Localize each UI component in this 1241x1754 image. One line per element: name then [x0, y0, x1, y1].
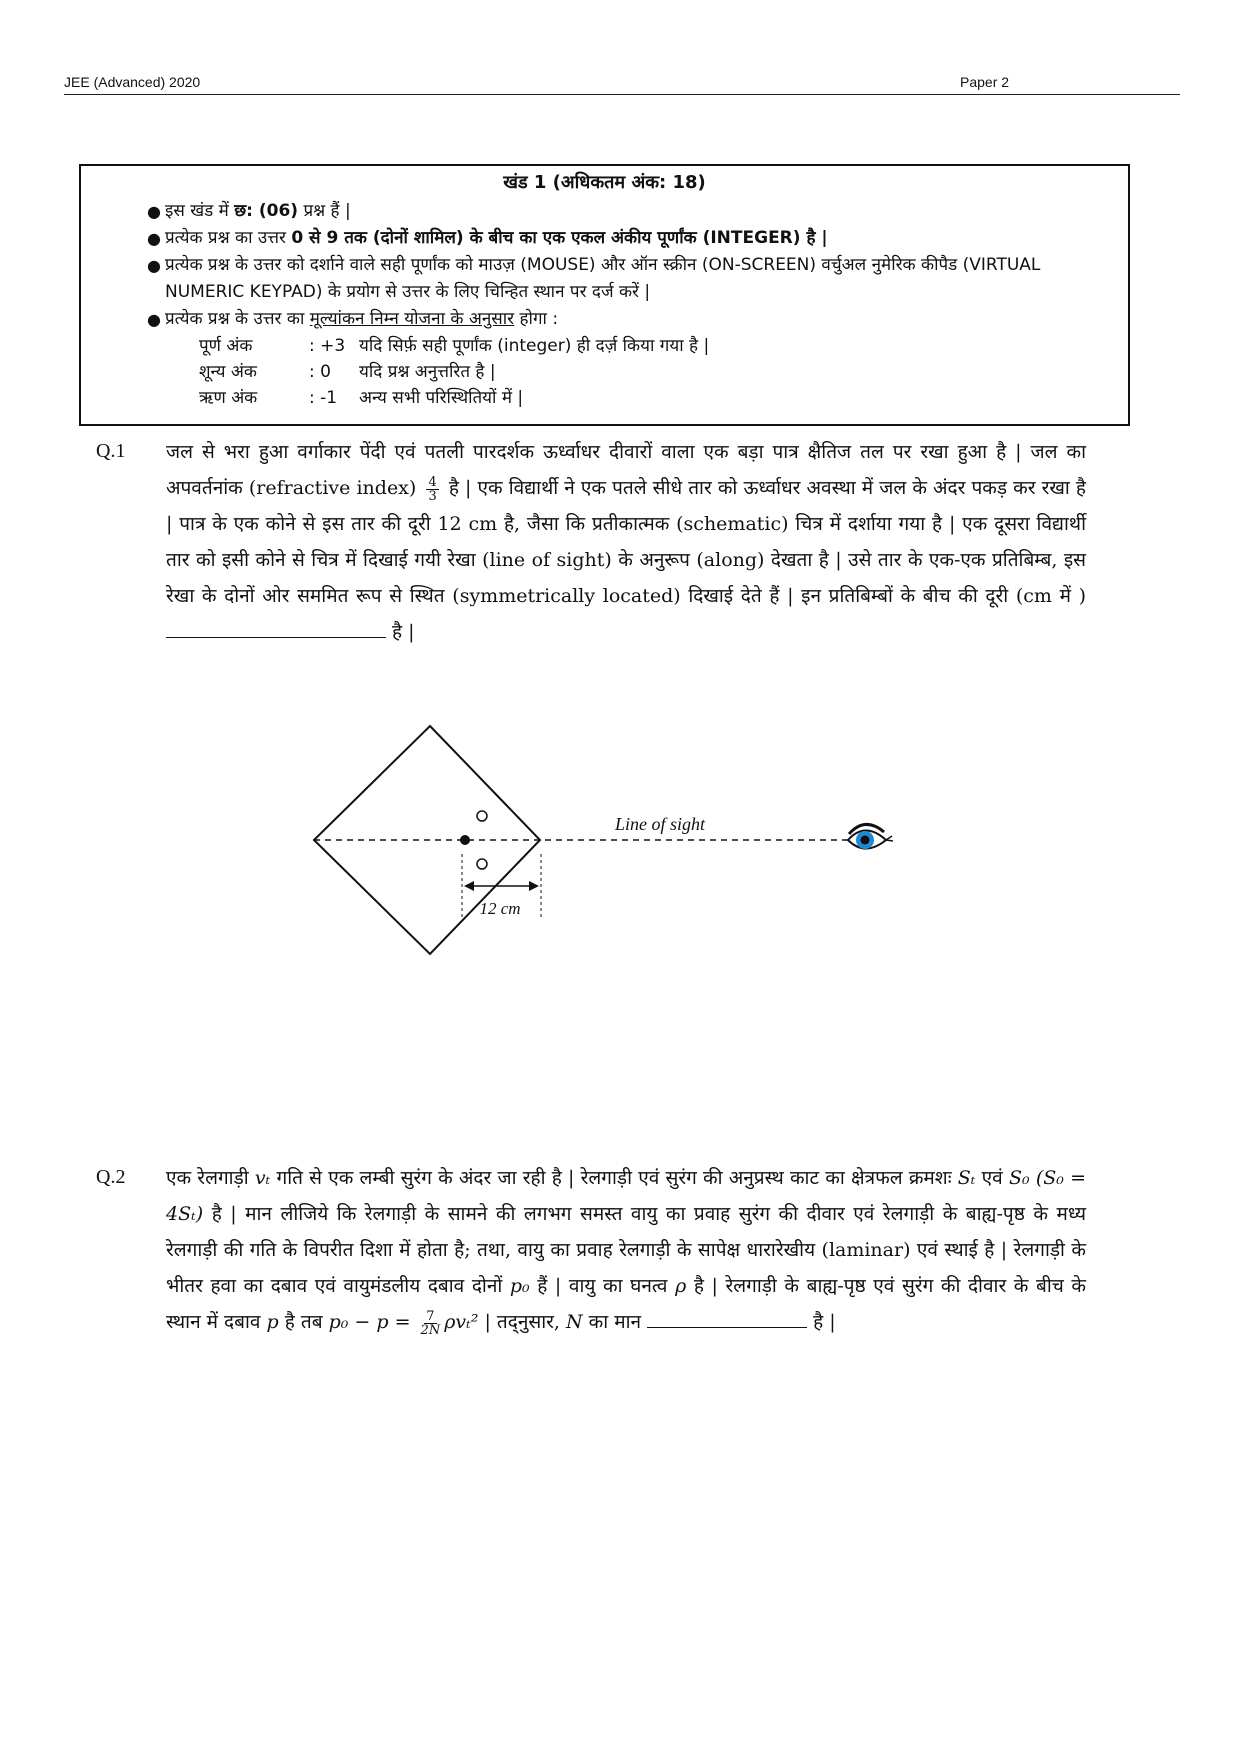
math-symbol: vₜ	[254, 1167, 271, 1189]
fraction-numerator: 7	[426, 1308, 435, 1324]
fraction	[421, 1310, 441, 1337]
marks-label: ऋण अंक	[199, 388, 258, 408]
arrowhead-left	[464, 881, 474, 891]
instruction-item	[147, 225, 1105, 252]
bullet-icon: ●	[147, 256, 161, 275]
instruction-bold: 0 से 9 तक (दोनों शामिल) के बीच का एक एकल अंकीय पूर्णांक (INTEGER) है |	[291, 228, 828, 248]
fraction-denominator: 3	[428, 488, 437, 504]
instruction-item	[147, 306, 1105, 333]
paper-label: Paper 2	[960, 74, 1010, 90]
marks-value: : 0	[309, 362, 331, 382]
eye-icon	[848, 824, 893, 849]
question-text-part: एवं	[975, 1167, 1009, 1189]
marking-scheme	[199, 333, 1105, 411]
math-symbol: p₀	[509, 1275, 530, 1297]
question-text-part: | तद्नुसार,	[478, 1311, 566, 1333]
instruction-text: प्रत्येक प्रश्न के उत्तर का	[165, 309, 310, 329]
instruction-bold: छ: (06)	[234, 201, 299, 221]
question-text-part: है | मान लीजिये कि रेलगाड़ी के सामने की लगभग समस्त वायु का प्रवाह सुरंग की दीवार एवं रेलगाड़ी के बाह्य-पृष्ठ के मध्य रेलगाड़ी की गति के विपरीत दिशा में होता है; तथा, वायु का प्रवाह रेलगाड़ी के सापेक्ष धारारेखीय (laminar) एवं स्थाई है | रेलगाड़ी के भीतर हवा का दबाव एवं वायुमंडलीय दबाव दोनों	[166, 1203, 1086, 1297]
instruction-item	[147, 198, 1105, 225]
question-text-part: हैं | वायु का घनत्व	[529, 1275, 676, 1297]
marks-value: : -1	[309, 388, 338, 408]
arrowhead-right	[529, 881, 539, 891]
question-number: Q.1	[96, 440, 126, 462]
page-header	[64, 70, 1180, 95]
question-text-part: एक रेलगाड़ी	[166, 1167, 255, 1189]
instruction-list	[147, 198, 1105, 411]
marks-desc: अन्य सभी परिस्थितियों में |	[359, 388, 524, 408]
marking-row	[199, 385, 1105, 411]
tank-schematic-figure	[300, 716, 940, 976]
instruction-text: होगा :	[514, 309, 559, 329]
math-symbol: N	[565, 1311, 583, 1333]
instruction-text: इस खंड में	[165, 201, 235, 221]
bullet-icon: ●	[147, 202, 161, 221]
question-text-part: है | एक विद्यार्थी ने एक पतले सीधे तार को ऊर्ध्वाधर अवस्था में जल के अंदर पकड़ कर रखा है | पात्र के एक कोने से इस तार की दूरी 12 cm है, जैसा कि प्रतीकात्मक (schematic) चित्र में दर्शाया गया है | एक दूसरा विद्यार्थी तार को इसी कोने से चित्र में दिखाई गयी रेखा (line of sight) के अनुरूप (along) देखता है | उसे तार के एक-एक प्रतिबिम्ब, इस रेखा के दोनों ओर सममित रूप से स्थित (symmetrically located) दिखाई देते हैं | इन प्रतिबिम्बों के बीच की दूरी (cm में )	[166, 477, 1087, 607]
marks-value: : +3	[309, 336, 346, 356]
marks-desc: यदि प्रश्न अनुत्तरित है |	[359, 362, 496, 382]
wire-image-lower	[477, 859, 487, 869]
marks-label: पूर्ण अंक	[199, 336, 253, 356]
answer-blank	[166, 617, 386, 638]
question-text	[166, 434, 1086, 650]
marking-row	[199, 333, 1105, 359]
question-text	[166, 1160, 1086, 1340]
math-symbol: Sₜ	[957, 1167, 976, 1189]
instruction-text: प्रश्न हैं |	[298, 201, 351, 221]
marks-label: शून्य अंक	[199, 362, 257, 382]
instruction-underline: मूल्यांकन निम्न योजना के अनुसार	[309, 309, 515, 329]
answer-blank	[647, 1307, 807, 1328]
question-text-part: है |	[813, 1311, 836, 1333]
question-number: Q.2	[96, 1166, 126, 1188]
wire-image-upper	[477, 811, 487, 821]
question-text-part: का मान	[582, 1311, 642, 1333]
bullet-icon: ●	[147, 310, 161, 329]
marks-desc: यदि सिर्फ़ सही पूर्णांक (integer) ही दर्ज़ किया गया है |	[359, 336, 710, 356]
bullet-icon: ●	[147, 229, 161, 248]
fraction-numerator: 4	[428, 474, 437, 490]
question-text-part: है तब	[278, 1311, 329, 1333]
instruction-item	[147, 252, 1105, 306]
line-of-sight-label: Line of sight	[614, 814, 706, 834]
instruction-text: प्रत्येक प्रश्न का उत्तर	[165, 228, 292, 248]
distance-label: 12 cm	[479, 899, 521, 918]
question-text-part: जल से भरा हुआ वर्गाकार पेंदी एवं पतली पारदर्शक ऊर्ध्वाधर दीवारों वाला एक बड़ा पात्र क्षैतिज तल पर रखा हुआ है | जल का अपवर्तनांक (refractive index)	[166, 441, 1086, 499]
math-symbol: ρ	[675, 1275, 687, 1297]
exam-title: JEE (Advanced) 2020	[64, 74, 201, 90]
marking-row	[199, 359, 1105, 385]
section-instructions-box	[79, 164, 1130, 426]
instruction-text: प्रत्येक प्रश्न के उत्तर को दर्शाने वाले सही पूर्णांक को माउज़ (MOUSE) और ऑन स्क्रीन (ON-SCREEN) वर्चुअल नुमेरिक कीपैड (VIRTUAL NUMERIC KEYPAD) के प्रयोग से उत्तर के लिए चिन्हित स्थान पर दर्ज करें |	[165, 255, 1041, 302]
question-text-part: है |	[392, 621, 415, 643]
fraction	[426, 476, 438, 503]
fraction-denominator: 2N	[420, 1322, 441, 1338]
math-symbol: S₀	[1008, 1167, 1030, 1189]
equation-lhs: p₀ − p =	[328, 1311, 411, 1333]
question-text-part: है | रेलगाड़ी के बाह्य-पृष्ठ एवं सुरंग की दीवार के बीच के स्थान में दबाव	[166, 1275, 1086, 1333]
math-symbol: p	[266, 1311, 279, 1333]
math-relation: (S₀ = 4Sₜ)	[166, 1167, 1086, 1225]
wire-position-dot	[460, 835, 470, 845]
question-text-part: गति से एक लम्बी सुरंग के अंदर जा रही है | रेलगाड़ी एवं सुरंग की अनुप्रस्थ काट का क्षेत्रफल क्रमशः	[270, 1167, 958, 1189]
equation-rhs: ρvₜ²	[444, 1311, 479, 1333]
section-title: खंड 1 (अधिकतम अंक: 18)	[503, 172, 706, 193]
